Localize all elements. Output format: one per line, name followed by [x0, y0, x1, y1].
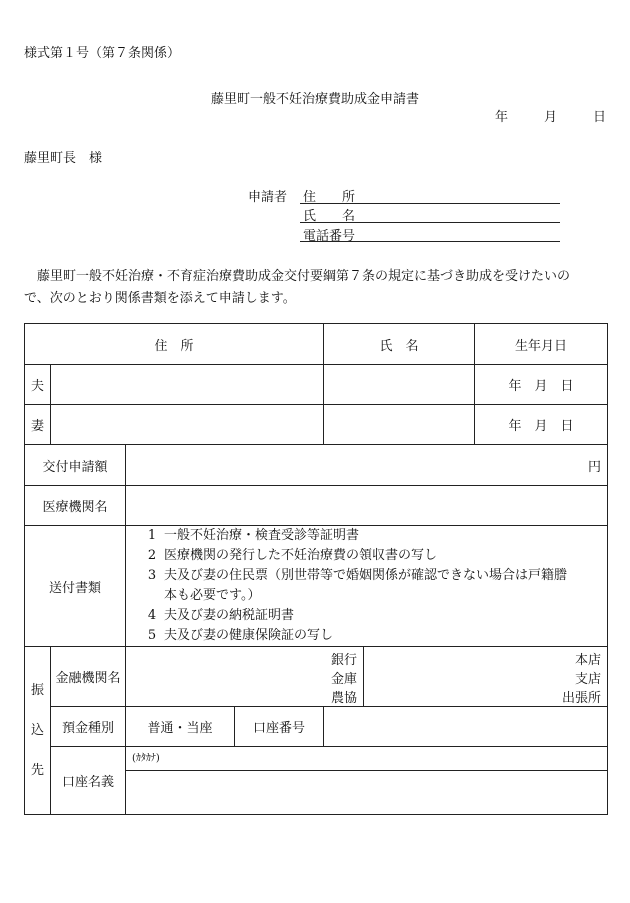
yen-unit: 円: [588, 459, 602, 475]
applicant-name-label: 氏 名: [303, 209, 356, 224]
body-text-line1: 藤里町一般不妊治療・不育症治療費助成金交付要綱第７条の規定に基づき助成を受けたいの: [37, 269, 571, 284]
account-name-label: 口座名義: [51, 747, 126, 815]
bank-type-shinkin[interactable]: 金庫: [331, 672, 358, 687]
transfer-label: 振 込 先: [25, 647, 51, 815]
applicant-address-field[interactable]: [300, 203, 560, 204]
branch-name-cell[interactable]: [364, 647, 608, 707]
institution-label: 医療機関名: [25, 486, 126, 526]
header-dob: 生年月日: [475, 324, 608, 365]
bank-type-nokyo[interactable]: 農協: [331, 691, 358, 706]
form-number: 様式第１号（第７条関係）: [24, 46, 181, 61]
institution-cell[interactable]: [126, 486, 608, 526]
katakana-note: (ｶﾀｶﾅ): [132, 753, 160, 764]
applicant-name-field[interactable]: [300, 222, 560, 223]
husband-name-cell[interactable]: [324, 365, 475, 405]
branch-type-office[interactable]: 出張所: [562, 691, 602, 706]
applicant-label: 申請者: [248, 190, 288, 205]
wife-dob-cell[interactable]: 年 月 日: [475, 405, 608, 445]
document-item-cont: 本も必要です。）: [164, 588, 261, 603]
account-name-cell[interactable]: [126, 771, 608, 815]
page-title: 藤里町一般不妊治療費助成金申請書: [210, 92, 419, 107]
deposit-type-label: 預金種別: [51, 707, 126, 747]
branch-type-main[interactable]: 本店: [575, 653, 602, 668]
husband-address-cell[interactable]: [51, 365, 324, 405]
account-number-label: 口座番号: [235, 707, 324, 747]
document-item: 4 夫及び妻の納税証明書: [147, 608, 295, 623]
grant-amount-label: 交付申請額: [25, 445, 126, 486]
header-address: 住 所: [25, 324, 324, 365]
date-year[interactable]: 年: [494, 110, 508, 125]
documents-list: [126, 526, 608, 647]
bank-name-cell[interactable]: [126, 647, 364, 707]
body-text-line2: で、次のとおり関係書類を添えて申請します。: [24, 291, 296, 306]
date-day[interactable]: 日: [592, 110, 606, 125]
account-number-cell[interactable]: [324, 707, 608, 747]
applicant-phone-label: 電話番号: [303, 229, 356, 244]
date-line: [495, 106, 606, 125]
addressee: 藤里町長 様: [24, 151, 103, 166]
bank-name-label: 金融機関名: [51, 647, 126, 707]
husband-label: 夫: [25, 365, 51, 405]
wife-label: 妻: [25, 405, 51, 445]
deposit-type-value[interactable]: 普通・当座: [126, 707, 235, 747]
document-item: 5 夫及び妻の健康保険証の写し: [147, 628, 334, 643]
header-name: 氏 名: [324, 324, 475, 365]
date-month[interactable]: 月: [543, 110, 557, 125]
applicant-phone-field[interactable]: [300, 241, 560, 242]
documents-label: 送付書類: [25, 526, 126, 647]
document-item: 1 一般不妊治療・検査受診等証明書: [147, 528, 360, 543]
document-item: 2 医療機関の発行した不妊治療費の領収書の写し: [147, 548, 438, 563]
grant-amount-cell[interactable]: [126, 445, 608, 486]
branch-type-branch[interactable]: 支店: [575, 672, 602, 687]
wife-name-cell[interactable]: [324, 405, 475, 445]
applicant-address-label: 住 所: [303, 190, 356, 205]
wife-address-cell[interactable]: [51, 405, 324, 445]
account-name-katakana-cell[interactable]: [126, 747, 608, 771]
document-item: 3 夫及び妻の住民票（別世帯等で婚姻関係が確認できない場合は戸籍謄: [147, 568, 568, 583]
husband-dob-cell[interactable]: 年 月 日: [475, 365, 608, 405]
bank-type-bank[interactable]: 銀行: [331, 653, 358, 668]
application-table: [24, 323, 608, 815]
